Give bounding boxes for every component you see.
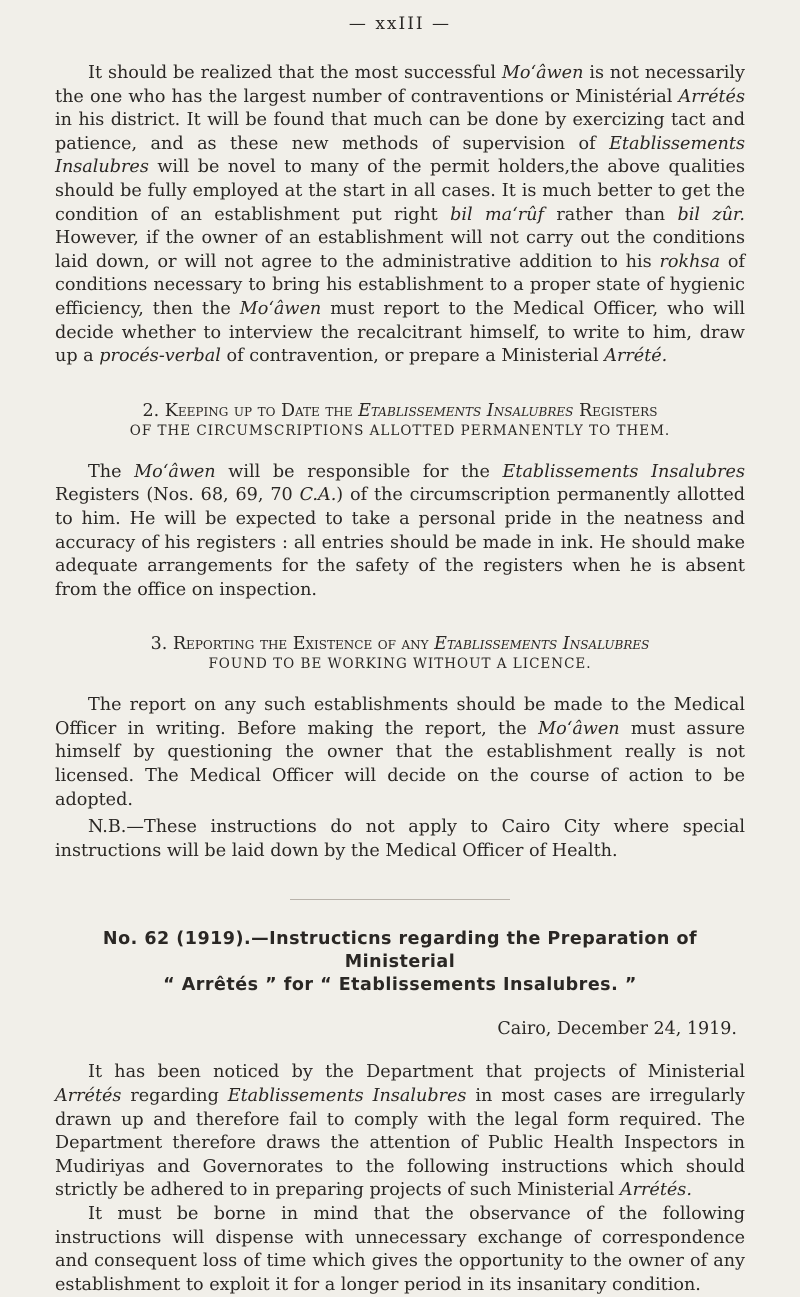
page-number: — xxIII — (348, 14, 452, 34)
divider (290, 899, 510, 900)
section-2-paragraph: The Mo‘âwen will be responsible for the Etablissements Insalubres Registers (Nos. 68, 69, 70 C.A.) of the circumscription permanently allotted to him. He will be expected to take a personal pride in the neatness and accuracy of his registers : all entries should be made in ink. He should make adequate arrangements for the safety of the registers when he is absent from the office on inspection. (55, 461, 745, 600)
section-3-paragraph: The report on any such establishments should be made to the Medical Officer in writing. Before making the report, the Mo‘âwen must assure himself by questioning the owner that the establishment really is not licensed. The Medical Officer will decide on the course of action to be adopted. (55, 695, 746, 810)
section-3-heading: 3. Reporting the Existence of any Etablissements Insalubres FOUND TO BE WORKING WITHOUT A LICENCE. (150, 634, 650, 673)
document-paragraph-1: It has been noticed by the Department that projects of Ministerial Arrétés regarding Etablissements Insalubres in most cases are irregularly drawn up and therefore fail to comply with the legal form required. The Department therefore draws the attention of Public Health Inspectors in Mudiriyas and Governorates to the following instructions which should strictly be adhered to in preparing projects of such Ministerial Arrétés. (55, 1062, 745, 1201)
dateline: Cairo, December 24, 1919. (497, 1019, 737, 1040)
nota-bene: N.B.—These instructions do not apply to Cairo City where special instructions will be laid down by the Medical Officer of Health. (55, 817, 745, 861)
document-title: No. 62 (1919).—Instructicns regarding the Preparation of Ministerial “ Arrêtés ” for “ Etablissements Insalubres. ” (102, 929, 698, 996)
section-2-heading: 2. Keeping up to Date the Etablissements Insalubres Registers OF THE CIRCUMSCRIPTIONS ALLOTTED PERMANENTLY TO THEM. (129, 400, 671, 439)
document-paragraph-2: It must be borne in mind that the observance of the following instructions will dispense with unnecessary exchange of correspondence and consequent loss of time which gives the opportunity to the owner of any establishment to exploit it for a longer period in its insanitary condition. (55, 1204, 745, 1295)
intro-paragraph: It should be realized that the most successful Mo‘âwen is not necessarily the one who has the largest number of contraventions or Ministérial Arrétés in his district. It will be found that much can be done by exercizing tact and patience, and as these new methods of supervision of Etablissements Insalubres will be novel to many of the permit holders,the above qualities should be fully employed at the start in all cases. It is much better to get the condition of an establishment put right bil ma‘rûf rather than bil zûr. However, if the owner of an establishment will not carry out the conditions laid down, or will not agree to the administrative addition to his rokhsa of conditions necessary to bring his establishment to a proper state of hygienic efficiency, then the Mo‘âwen must report to the Medical Officer, who will decide whether to interview the recalcitrant himself, to write to him, draw up a procés-verbal of contravention, or prepare a Ministerial Arrété. (55, 63, 745, 367)
page (55, 14, 745, 1297)
